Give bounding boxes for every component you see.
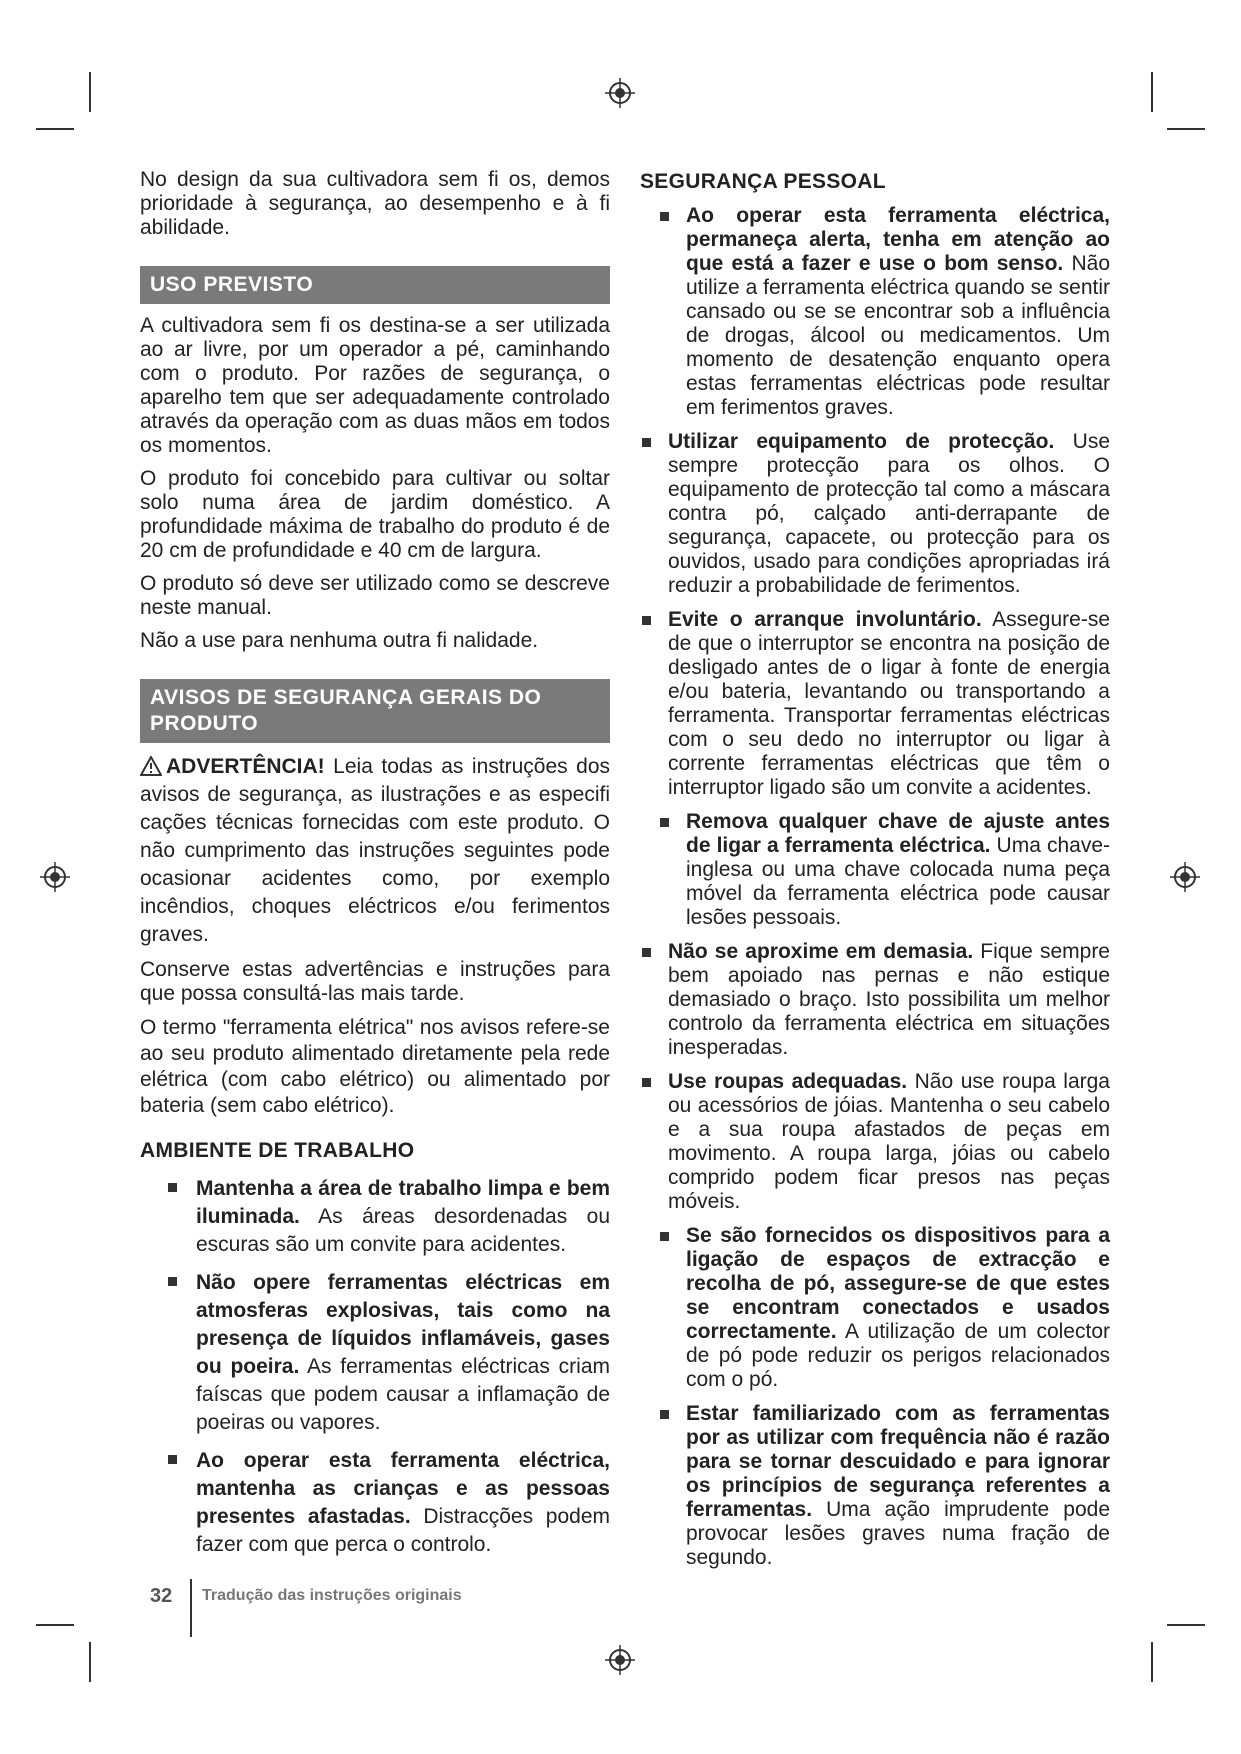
advertencia-text: Leia todas as instruções dos avisos de segurança, as ilustrações e as especifi cações técnicas fornecidas com este produto. O não cumprimento das instruções seguintes pode ocasionar acidentes como, por exemplo incêndios, choques eléctricos e/ou ferimentos graves. bbox=[140, 755, 610, 946]
bullet-icon bbox=[168, 1277, 177, 1286]
seguranca-pessoal-heading: SEGURANÇA PESSOAL bbox=[640, 170, 886, 193]
footer-label: Tradução das instruções originais bbox=[202, 1587, 462, 1604]
uso-paragraph: O produto foi concebido para cultivar ou soltar solo numa área de jardim doméstico. A profundidade máxima de trabalho do produto é de 20 cm de profundidade e 40 cm de largura. bbox=[140, 467, 610, 562]
uso-paragraph: Não a use para nenhuma outra fi nalidade. bbox=[140, 629, 539, 652]
seguranca-item: Se são fornecidos os dispositivos para a ligação de espaços de extracção e recolha de pó, assegure-se de que estes se encontram conectados e usados correctamente. A utilização de um colector de pó pode reduzir os perigos relacionados com o pó. bbox=[660, 1224, 1110, 1392]
crop-mark bbox=[36, 1624, 74, 1626]
bullet-icon bbox=[660, 1410, 669, 1419]
registration-mark-icon bbox=[40, 862, 70, 892]
ambiente-item: Mantenha a área de trabalho limpa e bem iluminada. As áreas desordenadas ou escuras são um convite para acidentes. bbox=[168, 1175, 610, 1259]
uso-paragraph: O produto só deve ser utilizado como se descreve neste manual. bbox=[140, 572, 610, 619]
ambiente-heading: AMBIENTE DE TRABALHO bbox=[140, 1139, 415, 1162]
seguranca-item: Estar familiarizado com as ferramentas por as utilizar com frequência não é razão para se tornar descuidado e para ignorar os princípios de segurança referentes a ferramentas. Uma ação imprudente pode provocar lesões graves numa fração de segundo. bbox=[660, 1402, 1110, 1570]
crop-mark bbox=[36, 128, 74, 130]
seguranca-item: Evite o arranque involuntário. Assegure-se de que o interruptor se encontra na posição de desligado antes de o ligar à fonte de energia e/ou bateria, levantando ou transportando a ferramenta. Transportar ferramentas eléctricas com o seu dedo no interruptor ou ligar à corrente ferramentas eléctricas que têm o interruptor ligado são um convite a acidentes. bbox=[640, 608, 1110, 800]
bullet-icon bbox=[660, 212, 669, 221]
intro-paragraph: No design da sua cultivadora sem fi os, demos prioridade à segurança, ao desempenho e à fi abilidade. bbox=[140, 168, 610, 239]
seguranca-item: Remova qualquer chave de ajuste antes de ligar a ferramenta eléctrica. Uma chave-inglesa ou uma chave colocada numa peça móvel da ferramenta eléctrica pode causar lesões pessoais. bbox=[660, 810, 1110, 930]
conserve-paragraph: Conserve estas advertências e instruções para que possa consultá-las mais tarde. bbox=[140, 958, 610, 1005]
right-column bbox=[640, 168, 1110, 1580]
bullet-icon bbox=[642, 616, 651, 625]
crop-mark bbox=[1167, 128, 1205, 130]
crop-mark bbox=[1151, 72, 1153, 112]
bullet-icon bbox=[660, 1232, 669, 1241]
bullet-icon bbox=[168, 1183, 177, 1192]
bullet-icon bbox=[642, 948, 651, 957]
uso-paragraph: A cultivadora sem fi os destina-se a ser utilizada ao ar livre, por um operador a pé, caminhando com o produto. Por razões de segurança, o aparelho tem que ser adequadamente controlado através da operação com as duas mãos em todos os momentos. bbox=[140, 314, 610, 457]
crop-mark bbox=[89, 72, 91, 112]
left-column bbox=[140, 168, 610, 1569]
ambiente-item: Ao operar esta ferramenta eléctrica, mantenha as crianças e as pessoas presentes afastadas. Distracções podem fazer com que perca o controlo. bbox=[168, 1447, 610, 1559]
advertencia-paragraph bbox=[140, 753, 610, 949]
crop-mark bbox=[1167, 1624, 1205, 1626]
seguranca-item: Não se aproxime em demasia. Fique sempre bem apoiado nas pernas e não estique demasiado o braço. Isto possibilita um melhor controlo da ferramenta eléctrica em situações inesperadas. bbox=[640, 940, 1110, 1060]
termo-paragraph: O termo "ferramenta elétrica" nos avisos refere-se ao seu produto alimentado diretamente pela rede elétrica (com cabo elétrico) ou alimentado por bateria (sem cabo elétrico). bbox=[140, 1016, 610, 1117]
crop-mark bbox=[89, 1642, 91, 1682]
registration-mark-icon bbox=[1170, 862, 1200, 892]
crop-mark bbox=[1151, 1642, 1153, 1682]
seguranca-item: Utilizar equipamento de protecção. Use sempre protecção para os olhos. O equipamento de protecção tal como a máscara contra pó, calçado anti-derrapante de segurança, capacete, ou protecção para os ouvidos, usado para condições apropriadas irá reduzir a probabilidade de ferimentos. bbox=[640, 430, 1110, 598]
uso-previsto-heading: USO PREVISTO bbox=[140, 266, 610, 304]
bullet-icon bbox=[642, 438, 651, 447]
registration-mark-icon bbox=[605, 78, 635, 108]
ambiente-item: Não opere ferramentas eléctricas em atmosferas explosivas, tais como na presença de líquidos inflamáveis, gases ou poeira. As ferramentas eléctricas criam faíscas que podem causar a inflamação de poeiras ou vapores. bbox=[168, 1269, 610, 1437]
registration-mark-icon bbox=[605, 1645, 635, 1675]
avisos-heading: AVISOS DE SEGURANÇA GERAIS DO PRODUTO bbox=[140, 679, 610, 743]
seguranca-item: Use roupas adequadas. Não use roupa larga ou acessórios de jóias. Mantenha o seu cabelo e a sua roupa afastados de peças em movimento. A roupa larga, jóias ou cabelo comprido podem ficar presos nas peças móveis. bbox=[640, 1070, 1110, 1214]
advertencia-label: ADVERTÊNCIA! bbox=[166, 755, 325, 778]
warning-icon bbox=[140, 756, 162, 776]
bullet-icon bbox=[168, 1455, 177, 1464]
seguranca-item: Ao operar esta ferramenta eléctrica, permaneça alerta, tenha em atenção ao que está a fazer e use o bom senso. Não utilize a ferramenta eléctrica quando se sentir cansado ou se se encontrar sob a influência de drogas, álcool ou medicamentos. Um momento de desatenção enquanto opera estas ferramentas eléctricas pode resultar em ferimentos graves. bbox=[660, 204, 1110, 420]
page-number: 32 bbox=[150, 1585, 173, 1607]
bullet-icon bbox=[660, 818, 669, 827]
footer-divider bbox=[190, 1579, 192, 1637]
bullet-icon bbox=[642, 1078, 651, 1087]
